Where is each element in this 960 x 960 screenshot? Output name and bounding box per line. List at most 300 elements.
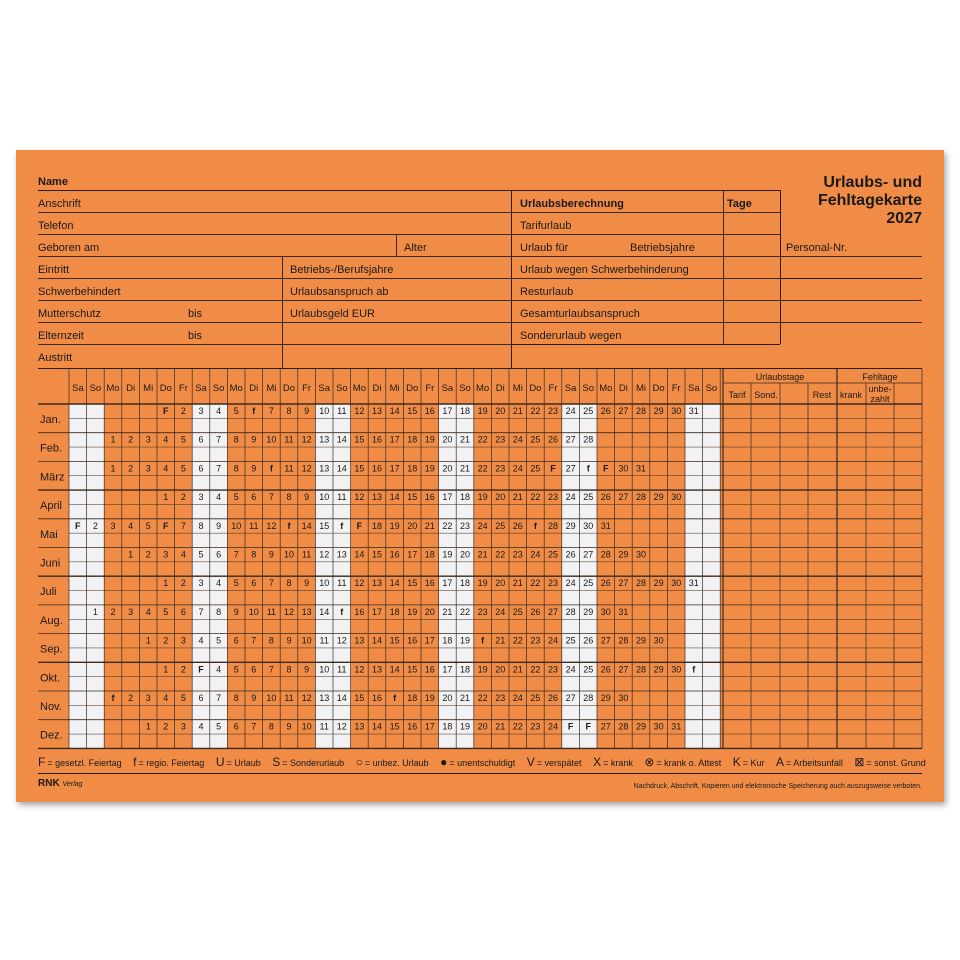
- month-label: Aug.: [40, 614, 63, 627]
- legend-text: = krank o. Attest: [656, 758, 722, 768]
- day-number: 31: [600, 520, 611, 531]
- day-number: 11: [301, 549, 312, 560]
- day-number: 3: [180, 721, 186, 732]
- day-number: 25: [495, 520, 506, 531]
- day-number: 4: [145, 606, 151, 617]
- day-number: 3: [198, 406, 204, 416]
- legend-text: = Kur: [742, 758, 765, 768]
- day-number: 8: [233, 434, 239, 445]
- day-number: 23: [547, 406, 559, 416]
- day-number: 5: [216, 721, 222, 732]
- day-number: 16: [389, 549, 400, 560]
- day-number: 2: [128, 693, 134, 703]
- day-number: 13: [371, 492, 383, 503]
- day-number: 30: [653, 635, 664, 646]
- day-number: 1: [145, 635, 151, 646]
- day-number: 3: [145, 463, 151, 474]
- tarifurlaub-label: Tarifurlaub: [520, 220, 572, 232]
- day-number: 7: [216, 463, 222, 474]
- day-number: 12: [354, 406, 365, 416]
- day-number: 13: [371, 578, 383, 589]
- day-number: 31: [618, 606, 629, 617]
- day-number: 19: [477, 664, 488, 675]
- mutterschutz-label: Mutterschutz: [38, 308, 101, 320]
- schwerbehinderung-label: Urlaub wegen Schwerbehinderung: [520, 264, 689, 276]
- holiday-mark: F: [75, 520, 81, 531]
- day-number: 18: [459, 492, 471, 503]
- day-number: 11: [337, 664, 347, 675]
- day-number: 19: [477, 578, 488, 589]
- day-number: 4: [163, 463, 169, 474]
- day-number: 27: [618, 664, 629, 675]
- weekday-header: Mi: [143, 383, 154, 394]
- day-number: 9: [304, 664, 310, 675]
- day-number: 20: [442, 693, 453, 703]
- day-number: 16: [407, 635, 418, 646]
- day-number: 10: [248, 606, 259, 617]
- day-number: 16: [371, 463, 383, 474]
- day-number: 30: [583, 520, 594, 531]
- eintritt-label: Eintritt: [38, 264, 70, 276]
- day-number: 29: [600, 693, 611, 703]
- publisher-logo: [38, 778, 82, 789]
- day-number: 18: [459, 406, 471, 416]
- day-number: 14: [336, 693, 347, 703]
- day-number: 25: [530, 434, 541, 445]
- day-number: 26: [565, 549, 576, 560]
- day-number: 17: [407, 549, 418, 560]
- day-number: 7: [216, 434, 222, 445]
- day-number: 31: [635, 463, 647, 474]
- day-number: 3: [110, 520, 116, 531]
- weekday-header: Fr: [302, 383, 312, 394]
- day-number: 22: [530, 664, 541, 675]
- day-number: 23: [495, 463, 506, 474]
- day-number: 29: [653, 578, 664, 589]
- weekday-header: Sa: [687, 383, 700, 394]
- month-label: Juni: [40, 557, 61, 570]
- legend-key: X: [593, 755, 602, 769]
- day-number: 21: [459, 434, 471, 445]
- legend-text: = krank: [603, 758, 633, 768]
- personal-nr-label: Personal-Nr.: [786, 242, 848, 254]
- day-number: 2: [145, 549, 151, 560]
- legend-key: A: [776, 755, 785, 769]
- day-number: 4: [216, 578, 222, 589]
- day-number: 12: [301, 693, 312, 703]
- weekday-header: So: [89, 383, 102, 394]
- holiday-mark: F: [567, 721, 574, 732]
- unbezahlt-header: unbe-: [868, 384, 892, 394]
- name-label: Name: [38, 176, 68, 188]
- day-number: 24: [512, 463, 523, 474]
- day-number: 16: [424, 664, 435, 675]
- day-number: 21: [512, 664, 523, 675]
- day-number: 28: [547, 520, 559, 531]
- weekday-header: Fr: [425, 383, 435, 394]
- weekday-header: Do: [282, 383, 296, 394]
- day-number: 10: [283, 549, 295, 560]
- day-number: 15: [354, 463, 365, 474]
- day-number: 5: [180, 434, 186, 445]
- day-number: 27: [547, 606, 559, 617]
- krank-header: krank: [839, 390, 863, 400]
- day-number: 11: [284, 693, 294, 703]
- day-number: 17: [442, 406, 453, 416]
- tage-header: Tage: [727, 198, 752, 210]
- day-number: 5: [198, 549, 204, 560]
- day-number: 1: [110, 434, 116, 445]
- day-number: 4: [163, 434, 169, 445]
- day-number: 16: [371, 693, 383, 703]
- day-number: 13: [371, 406, 383, 416]
- day-number: 27: [618, 492, 629, 503]
- legend-item: [644, 755, 722, 769]
- day-number: 2: [163, 721, 169, 732]
- day-number: 3: [145, 693, 151, 703]
- day-number: 15: [407, 578, 418, 589]
- day-number: 5: [233, 578, 239, 589]
- month-label: Okt.: [40, 672, 61, 685]
- legend-item: [526, 755, 582, 769]
- day-number: 12: [336, 721, 347, 732]
- day-number: 14: [371, 635, 383, 646]
- day-number: 7: [251, 635, 257, 646]
- day-number: 28: [635, 578, 647, 589]
- legend-key: K: [732, 755, 741, 769]
- day-number: 1: [92, 606, 98, 617]
- day-number: 13: [354, 635, 365, 646]
- weekday-header: Sa: [318, 383, 331, 394]
- legend-key: U: [215, 755, 225, 769]
- weekday-header: Do: [529, 383, 542, 394]
- day-number: 28: [600, 549, 611, 560]
- day-number: 21: [459, 693, 471, 703]
- day-number: 10: [301, 721, 312, 732]
- alter-label: Alter: [404, 242, 427, 254]
- day-number: 25: [565, 635, 576, 646]
- day-number: 24: [530, 549, 541, 560]
- day-number: 8: [268, 721, 274, 732]
- day-number: 12: [354, 664, 365, 675]
- day-number: 5: [216, 635, 222, 646]
- day-number: 22: [459, 606, 471, 617]
- legend-key: S: [272, 755, 281, 769]
- day-number: 27: [565, 434, 576, 445]
- day-number: 11: [266, 606, 277, 617]
- day-number: 19: [407, 606, 418, 617]
- day-number: 5: [180, 463, 186, 474]
- day-number: 23: [477, 606, 488, 617]
- day-number: 7: [180, 520, 186, 531]
- month-label: Dez.: [40, 729, 63, 742]
- day-number: 7: [268, 406, 274, 416]
- day-number: 19: [477, 492, 488, 503]
- weekday-header: So: [582, 383, 595, 394]
- day-number: 20: [495, 406, 506, 416]
- weekday-header: Sa: [441, 383, 454, 394]
- day-number: 18: [407, 434, 418, 445]
- day-number: 3: [180, 635, 186, 646]
- legend-item: [854, 755, 926, 769]
- weekday-header: Mi: [266, 383, 277, 394]
- legend-text: = Arbeitsunfall: [786, 758, 843, 768]
- holiday-mark: f: [111, 693, 115, 703]
- day-number: 6: [198, 434, 204, 445]
- day-number: 5: [233, 664, 239, 675]
- day-number: 2: [128, 463, 134, 474]
- day-number: 25: [547, 549, 559, 560]
- day-number: 18: [407, 463, 418, 474]
- day-number: 14: [319, 606, 330, 617]
- title-line-2: Fehltagekarte: [817, 192, 922, 209]
- weekday-header: So: [459, 383, 471, 394]
- legend-key: ○: [355, 755, 363, 769]
- holiday-mark: f: [586, 463, 590, 474]
- day-number: 7: [198, 606, 204, 617]
- day-number: 13: [319, 463, 330, 474]
- day-number: 8: [286, 492, 292, 503]
- day-number: 18: [371, 520, 383, 531]
- day-number: 16: [424, 406, 435, 416]
- day-number: 29: [653, 492, 664, 503]
- day-number: 6: [198, 463, 204, 474]
- day-number: 7: [268, 664, 274, 675]
- day-number: 1: [163, 664, 169, 675]
- day-number: 23: [459, 520, 471, 531]
- day-number: 11: [319, 635, 329, 646]
- day-number: 1: [110, 463, 116, 474]
- day-number: 31: [688, 406, 699, 416]
- day-number: 29: [653, 406, 664, 416]
- day-number: 18: [389, 606, 400, 617]
- urlaubstage-header: Urlaubstage: [755, 372, 805, 382]
- day-number: 24: [547, 721, 559, 732]
- geboren-label: Geboren am: [38, 242, 100, 254]
- weekday-header: Mi: [635, 383, 647, 394]
- day-number: 31: [671, 721, 682, 732]
- holiday-mark: f: [287, 520, 291, 531]
- day-number: 24: [512, 693, 523, 703]
- day-number: 7: [268, 578, 274, 589]
- day-number: 28: [635, 664, 647, 675]
- legend-text: = unbez. Urlaub: [364, 758, 429, 768]
- day-number: 13: [336, 549, 347, 560]
- day-number: 27: [565, 693, 576, 703]
- month-label: Feb.: [40, 442, 63, 455]
- month-label: Mai: [40, 528, 58, 541]
- day-number: 28: [618, 635, 629, 646]
- day-number: 18: [459, 578, 471, 589]
- holiday-mark: f: [269, 463, 273, 474]
- day-number: 12: [354, 578, 365, 589]
- gesamturlaub-label: Gesamturlaubsanspruch: [520, 308, 640, 320]
- anschrift-label: Anschrift: [38, 198, 81, 210]
- day-number: 14: [301, 520, 312, 531]
- day-number: 23: [495, 693, 506, 703]
- day-number: 28: [583, 434, 594, 445]
- day-number: 7: [251, 721, 257, 732]
- day-number: 11: [337, 492, 347, 503]
- day-number: 12: [354, 492, 365, 503]
- day-number: 24: [512, 434, 523, 445]
- holiday-mark: F: [585, 721, 591, 732]
- day-number: 20: [424, 606, 435, 617]
- day-number: 20: [459, 549, 471, 560]
- day-number: 24: [565, 664, 576, 675]
- urlaub-fuer-label: Urlaub für: [520, 242, 569, 254]
- day-number: 2: [180, 406, 186, 416]
- day-number: 30: [600, 606, 611, 617]
- legend-text: = Sonderurlaub: [282, 758, 345, 768]
- day-number: 8: [286, 664, 292, 675]
- weekday-header: Di: [372, 383, 382, 394]
- month-label: Nov.: [40, 701, 62, 713]
- holiday-mark: f: [481, 635, 485, 646]
- legend-text: = Urlaub: [226, 758, 261, 768]
- betriebsjahre-calc-label: Betriebsjahre: [630, 242, 695, 254]
- day-number: 5: [180, 693, 186, 703]
- day-number: 15: [407, 664, 418, 675]
- day-number: 15: [389, 721, 400, 732]
- day-number: 19: [424, 434, 435, 445]
- weekday-header: Do: [159, 383, 172, 394]
- day-number: 29: [635, 635, 647, 646]
- day-number: 21: [459, 463, 471, 474]
- day-number: 22: [477, 463, 488, 474]
- day-number: 8: [198, 520, 204, 531]
- day-number: 20: [442, 434, 453, 445]
- day-number: 22: [442, 520, 453, 531]
- day-number: 6: [216, 549, 222, 560]
- day-number: 13: [319, 434, 330, 445]
- day-number: 5: [163, 606, 169, 617]
- weekday-header: Mi: [389, 383, 400, 394]
- day-number: 7: [233, 549, 239, 560]
- day-number: 21: [495, 721, 506, 732]
- day-number: 13: [319, 693, 330, 703]
- day-number: 13: [354, 721, 365, 732]
- schwerbehindert-label: Schwerbehindert: [38, 286, 121, 298]
- day-number: 22: [530, 578, 541, 589]
- day-number: 4: [198, 635, 204, 646]
- day-number: 12: [301, 434, 312, 445]
- day-number: 27: [565, 463, 576, 474]
- day-number: 5: [145, 520, 151, 531]
- day-number: 25: [512, 606, 523, 617]
- day-number: 17: [424, 721, 435, 732]
- day-number: 12: [283, 606, 295, 617]
- day-number: 20: [495, 664, 506, 675]
- holiday-mark: f: [393, 693, 397, 703]
- day-number: 20: [407, 520, 418, 531]
- holiday-mark: F: [163, 520, 169, 531]
- legend-key: ⊗: [644, 755, 655, 769]
- weekday-header: Mo: [106, 383, 120, 394]
- sond-header: Sond.: [754, 390, 778, 400]
- day-number: 30: [671, 664, 682, 675]
- weekday-header: Fr: [548, 383, 558, 394]
- day-number: 25: [583, 664, 594, 675]
- day-number: 9: [216, 520, 222, 531]
- day-number: 4: [216, 664, 222, 675]
- day-number: 19: [459, 635, 471, 646]
- day-number: 4: [216, 492, 222, 503]
- day-number: 17: [442, 492, 453, 503]
- day-number: 30: [671, 578, 682, 589]
- day-number: 30: [671, 406, 682, 416]
- day-number: 10: [301, 635, 312, 646]
- legend-key: ●: [440, 755, 448, 769]
- legend-text: = verspätet: [536, 758, 582, 768]
- day-number: 14: [389, 578, 400, 589]
- day-number: 11: [337, 578, 347, 589]
- legend-item: [593, 755, 633, 769]
- day-number: 1: [163, 578, 169, 589]
- day-number: 7: [216, 693, 222, 703]
- day-number: 30: [671, 492, 682, 503]
- holiday-mark: f: [340, 520, 344, 531]
- day-number: 15: [354, 693, 365, 703]
- day-number: 21: [477, 549, 488, 560]
- day-number: 25: [583, 492, 594, 503]
- day-number: 26: [530, 606, 541, 617]
- day-number: 29: [635, 721, 647, 732]
- day-number: 20: [477, 721, 488, 732]
- day-number: 9: [233, 606, 239, 617]
- holiday-mark: f: [252, 406, 256, 416]
- day-number: 19: [389, 520, 400, 531]
- mutterschutz-bis-label: bis: [188, 308, 203, 320]
- day-number: 8: [268, 635, 274, 646]
- day-number: 15: [354, 434, 365, 445]
- day-number: 12: [319, 549, 330, 560]
- legend-key: ⊠: [854, 755, 865, 769]
- day-number: 17: [389, 463, 400, 474]
- day-number: 8: [286, 578, 292, 589]
- day-number: 28: [635, 492, 647, 503]
- day-number: 3: [198, 492, 204, 503]
- betriebsjahre-label: Betriebs-/Berufsjahre: [290, 264, 394, 276]
- logo-text: RNK: [38, 778, 60, 789]
- weekday-header: Sa: [564, 383, 577, 394]
- day-number: 29: [583, 606, 594, 617]
- day-number: 10: [231, 520, 242, 531]
- day-number: 28: [618, 721, 629, 732]
- day-number: 6: [198, 693, 204, 703]
- day-number: 18: [459, 664, 471, 675]
- day-number: 25: [583, 406, 594, 416]
- day-number: 6: [180, 606, 186, 617]
- urlaubsanspruch-label: Urlaubsanspruch ab: [290, 286, 389, 298]
- day-number: 8: [233, 693, 239, 703]
- day-number: 3: [145, 434, 151, 445]
- day-number: 4: [198, 721, 204, 732]
- day-number: 24: [565, 406, 576, 416]
- month-label: April: [40, 500, 63, 513]
- day-number: 21: [512, 492, 523, 503]
- day-number: 22: [495, 549, 506, 560]
- day-number: 1: [163, 492, 169, 503]
- weekday-header: So: [335, 383, 348, 394]
- legend-text: = sonst. Grund: [866, 758, 926, 768]
- day-number: 21: [424, 520, 435, 531]
- legend-item: [776, 755, 843, 769]
- rest-header: Rest: [812, 390, 832, 400]
- sonderurlaub-label: Sonderurlaub wegen: [520, 330, 622, 342]
- holiday-mark: F: [356, 520, 363, 531]
- holiday-mark: F: [603, 463, 609, 474]
